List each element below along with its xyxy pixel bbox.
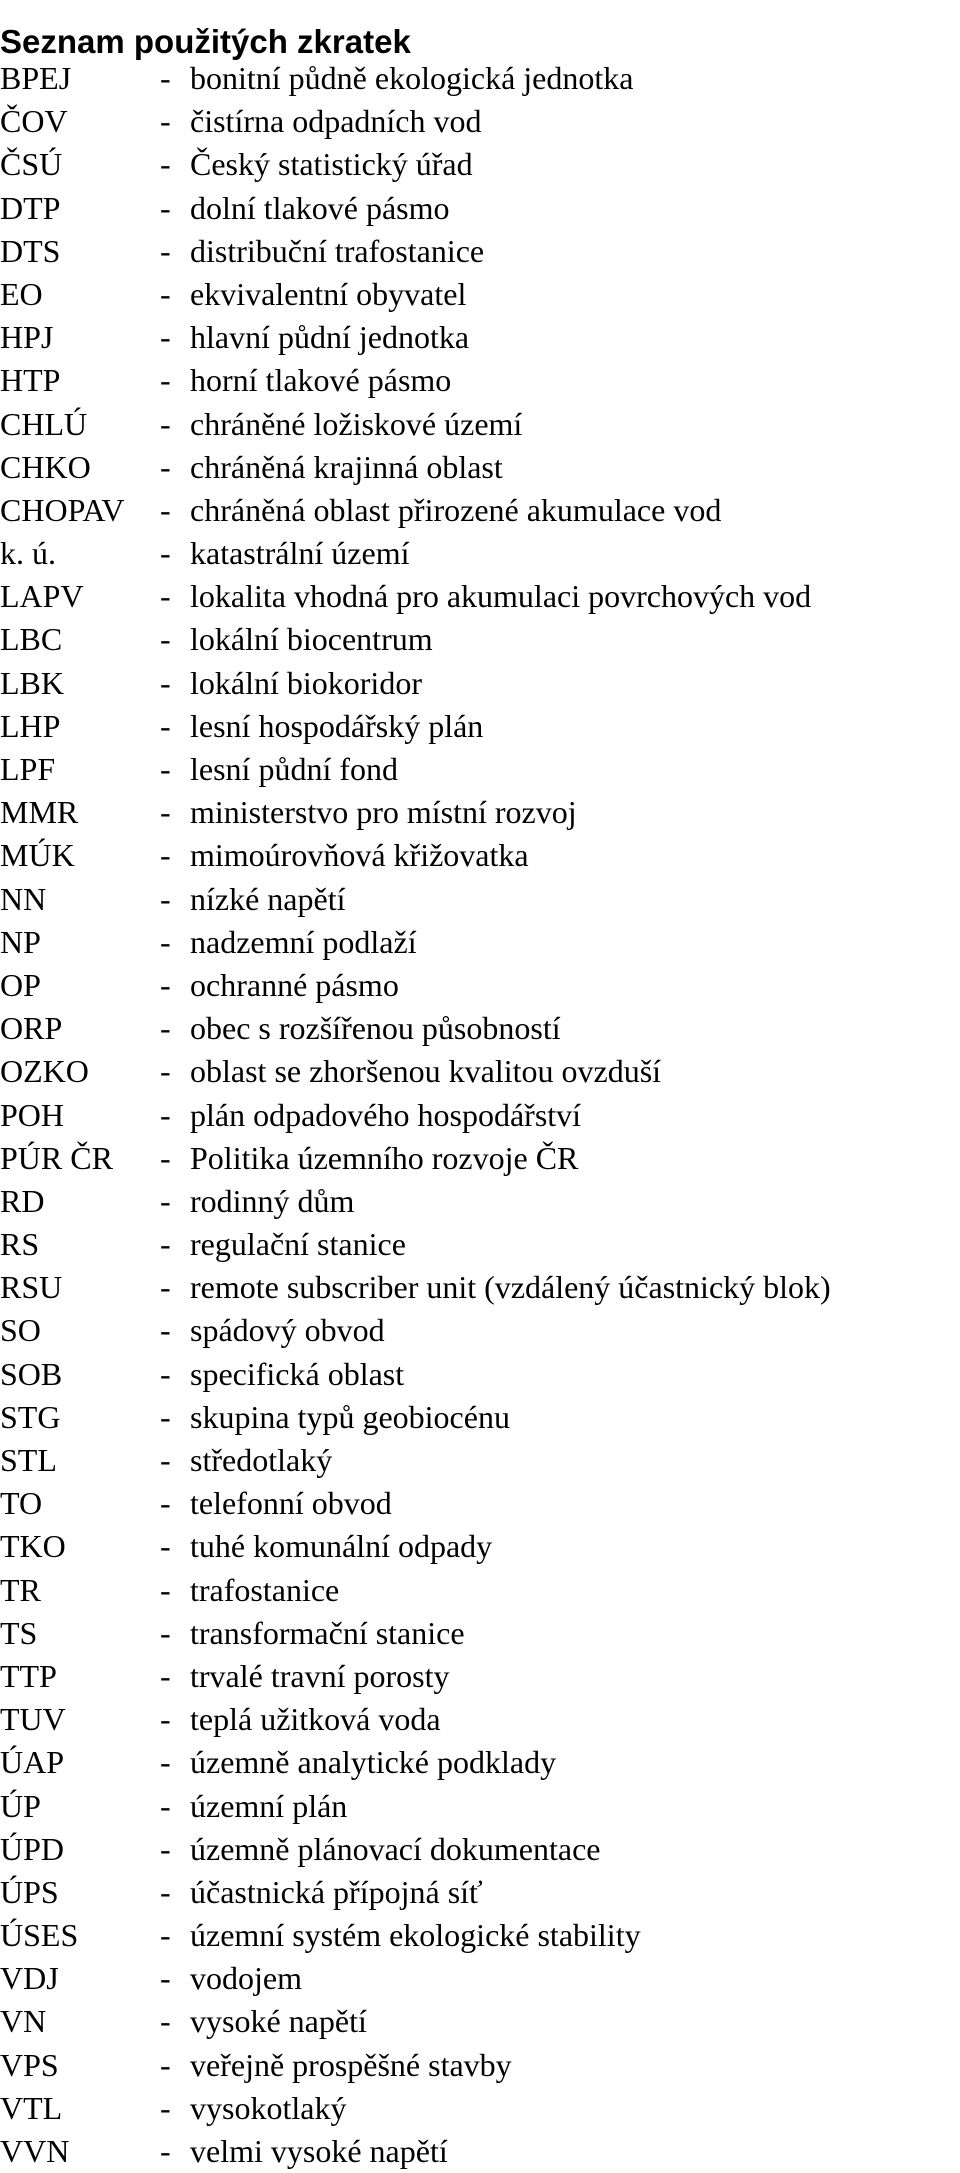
abbreviation-row [0,1439,960,1482]
abbreviation: k. ú. [0,535,56,572]
abbreviation-row [0,662,960,705]
abbreviation-row [0,705,960,748]
abbreviation: ÚPD [0,1830,65,1867]
abbreviation-row [0,316,960,359]
abbreviation-meaning: územní plán [190,1787,348,1824]
abbreviation: STG [0,1398,61,1435]
separator-dash: - [160,1010,171,1047]
abbreviation-row [0,2087,960,2130]
abbreviation-row [0,1482,960,1525]
abbreviation-row [0,489,960,532]
abbreviation: VTL [0,2089,63,2126]
abbreviation: TTP [0,1657,57,1694]
separator-dash: - [160,1182,171,1219]
abbreviation: VDJ [0,1960,59,1997]
abbreviation-meaning: telefonní obvod [190,1485,392,1522]
abbreviation-meaning: chráněná oblast přirozené akumulace vod [190,491,722,528]
abbreviation: VN [0,2003,47,2040]
abbreviation: TKO [0,1528,66,1565]
abbreviation-meaning: čistírna odpadních vod [190,103,482,140]
abbreviation: ÚP [0,1787,41,1824]
abbreviation: CHKO [0,448,91,485]
abbreviation-meaning: oblast se zhoršenou kvalitou ovzduší [190,1053,662,1090]
abbreviation-row [0,878,960,921]
page-title: Seznam použitých zkratek [0,23,411,61]
abbreviation-row [0,1180,960,1223]
abbreviation-meaning: specifická oblast [190,1355,405,1392]
separator-dash: - [160,837,171,874]
separator-dash: - [160,1917,171,1954]
abbreviation-row [0,1698,960,1741]
separator-dash: - [160,1226,171,1263]
separator-dash: - [160,2089,171,2126]
abbreviation-row [0,446,960,489]
abbreviation-row [0,618,960,661]
abbreviation: LBK [0,664,64,701]
abbreviation-meaning: nízké napětí [190,880,346,917]
abbreviation-meaning: spádový obvod [190,1312,385,1349]
separator-dash: - [160,1960,171,1997]
abbreviation-meaning: lokální biocentrum [190,621,433,658]
abbreviation-meaning: regulační stanice [190,1226,406,1263]
separator-dash: - [160,1528,171,1565]
abbreviation-meaning: bonitní půdně ekologická jednotka [190,60,634,96]
abbreviation-meaning: lesní půdní fond [190,751,398,787]
abbreviation-meaning: trvalé travní porosty [190,1657,450,1694]
abbreviation: NP [0,923,41,960]
abbreviation-meaning: lokální biokoridor [190,664,422,701]
abbreviation-row [0,2130,960,2173]
abbreviation-meaning: účastnická přípojná síť [190,1873,483,1910]
abbreviation-row [0,1569,960,1612]
abbreviation-meaning: nadzemní podlaží [190,923,417,960]
abbreviation: ORP [0,1010,63,1047]
abbreviation-meaning: remote subscriber unit (vzdálený účastnický blok) [190,1269,831,1306]
abbreviation: BPEJ [0,60,72,96]
separator-dash: - [160,794,171,831]
abbreviation-row [0,2044,960,2087]
abbreviation: NN [0,880,47,917]
abbreviation-meaning: Politika územního rozvoje ČR [190,1139,579,1176]
separator-dash: - [160,319,171,356]
abbreviation: TR [0,1571,41,1608]
separator-dash: - [160,232,171,269]
abbreviation-row [0,1785,960,1828]
abbreviation: MMR [0,794,79,831]
abbreviation: STL [0,1442,57,1478]
separator-dash: - [160,2046,171,2083]
separator-dash: - [160,966,171,1003]
abbreviation-meaning: trafostanice [190,1571,340,1608]
abbreviation-row [0,1871,960,1914]
abbreviation: CHLÚ [0,405,88,442]
separator-dash: - [160,1830,171,1867]
abbreviation-meaning: územně analytické podklady [190,1744,557,1781]
abbreviation-row [0,57,960,100]
abbreviation-meaning: ministerstvo pro místní rozvoj [190,794,577,831]
separator-dash: - [160,2133,171,2169]
abbreviation: DTP [0,189,61,226]
abbreviation-meaning: horní tlakové pásmo [190,362,452,399]
abbreviation-meaning: dolní tlakové pásmo [190,189,450,226]
abbreviation: ČSÚ [0,146,63,183]
abbreviation: HTP [0,362,61,399]
abbreviation-meaning: skupina typů geobiocénu [190,1398,510,1435]
abbreviation: CHOPAV [0,491,125,528]
abbreviation-meaning: středotlaký [190,1442,333,1478]
abbreviation-row [0,1655,960,1698]
abbreviation: LBC [0,621,63,658]
abbreviation: ÚPS [0,1873,59,1910]
abbreviation: POH [0,1096,65,1133]
abbreviation: VPS [0,2046,59,2083]
separator-dash: - [160,491,171,528]
abbreviation-meaning: chráněná krajinná oblast [190,448,503,485]
abbreviation-meaning: vodojem [190,1960,302,1997]
abbreviation-row [0,1094,960,1137]
abbreviation-row [0,1223,960,1266]
abbreviation-row [0,532,960,575]
separator-dash: - [160,1571,171,1608]
abbreviation-row [0,100,960,143]
abbreviation-meaning: obec s rozšířenou působností [190,1010,561,1047]
abbreviation: PÚR ČR [0,1139,113,1176]
abbreviation-row [0,921,960,964]
abbreviation-row [0,1914,960,1957]
abbreviation-row [0,1266,960,1309]
abbreviation-row [0,143,960,186]
abbreviation: SO [0,1312,41,1349]
abbreviation-meaning: rodinný dům [190,1182,355,1219]
abbreviation-meaning: ochranné pásmo [190,966,399,1003]
abbreviation: ČOV [0,103,68,140]
separator-dash: - [160,1873,171,1910]
abbreviation-row [0,1525,960,1568]
abbreviation-row [0,834,960,877]
separator-dash: - [160,60,171,96]
abbreviation: ÚAP [0,1744,65,1781]
separator-dash: - [160,1096,171,1133]
abbreviation-row [0,748,960,791]
separator-dash: - [160,880,171,917]
separator-dash: - [160,1442,171,1478]
separator-dash: - [160,1485,171,1522]
abbreviation: TO [0,1485,43,1522]
separator-dash: - [160,1657,171,1694]
separator-dash: - [160,1787,171,1824]
abbreviation-meaning: vysoké napětí [190,2003,367,2040]
abbreviation-row [0,187,960,230]
abbreviation: OP [0,966,41,1003]
separator-dash: - [160,1701,171,1738]
abbreviation: VVN [0,2133,70,2169]
abbreviation: SOB [0,1355,63,1392]
abbreviation: OZKO [0,1053,89,1090]
separator-dash: - [160,146,171,183]
abbreviation-meaning: Český statistický úřad [190,146,473,183]
abbreviation-row [0,1050,960,1093]
separator-dash: - [160,923,171,960]
abbreviation-row [0,1828,960,1871]
separator-dash: - [160,535,171,572]
separator-dash: - [160,1269,171,1306]
abbreviation-row [0,1612,960,1655]
abbreviation-meaning: lesní hospodářský plán [190,707,484,744]
abbreviation-row [0,1353,960,1396]
separator-dash: - [160,1053,171,1090]
separator-dash: - [160,621,171,658]
abbreviation-meaning: tuhé komunální odpady [190,1528,493,1565]
abbreviation-meaning: katastrální území [190,535,410,572]
abbreviation: MÚK [0,837,75,874]
separator-dash: - [160,664,171,701]
abbreviation-meaning: vysokotlaký [190,2089,347,2126]
abbreviation: RSU [0,1269,63,1306]
abbreviation-row [0,1007,960,1050]
abbreviation-row [0,230,960,273]
abbreviation-row [0,1396,960,1439]
abbreviation: RD [0,1182,45,1219]
abbreviation-row [0,1309,960,1352]
abbreviation-meaning: územní systém ekologické stability [190,1917,641,1954]
abbreviation-meaning: velmi vysoké napětí [190,2133,448,2169]
separator-dash: - [160,1355,171,1392]
abbreviation-meaning: teplá užitková voda [190,1701,441,1738]
abbreviation-row [0,1137,960,1180]
separator-dash: - [160,707,171,744]
abbreviation-list [0,57,960,2173]
abbreviation-row [0,1957,960,2000]
abbreviation-meaning: ekvivalentní obyvatel [190,275,467,312]
abbreviation: EO [0,275,43,312]
abbreviation: LHP [0,707,61,744]
separator-dash: - [160,1614,171,1651]
separator-dash: - [160,1139,171,1176]
separator-dash: - [160,103,171,140]
separator-dash: - [160,189,171,226]
abbreviation: TS [0,1614,38,1651]
abbreviation-row [0,359,960,402]
abbreviation: LAPV [0,578,84,615]
separator-dash: - [160,362,171,399]
abbreviation-meaning: chráněné ložiskové území [190,405,523,442]
separator-dash: - [160,2003,171,2040]
separator-dash: - [160,751,171,787]
abbreviation-row [0,403,960,446]
abbreviation-meaning: distribuční trafostanice [190,232,485,269]
separator-dash: - [160,405,171,442]
abbreviation-row [0,273,960,316]
abbreviation-row [0,791,960,834]
abbreviation: TUV [0,1701,66,1738]
abbreviation: RS [0,1226,40,1263]
separator-dash: - [160,1398,171,1435]
abbreviation: LPF [0,751,56,787]
separator-dash: - [160,1312,171,1349]
abbreviation-row [0,964,960,1007]
abbreviation-meaning: hlavní půdní jednotka [190,319,470,356]
abbreviation-meaning: veřejně prospěšné stavby [190,2046,512,2083]
separator-dash: - [160,448,171,485]
separator-dash: - [160,1744,171,1781]
abbreviation: ÚSES [0,1917,79,1954]
abbreviation-meaning: mimoúrovňová křižovatka [190,837,529,874]
abbreviation: DTS [0,232,61,269]
abbreviation-row [0,575,960,618]
abbreviation: HPJ [0,319,54,356]
abbreviation-meaning: územně plánovací dokumentace [190,1830,601,1867]
separator-dash: - [160,275,171,312]
abbreviation-meaning: lokalita vhodná pro akumulaci povrchových vod [190,578,812,615]
separator-dash: - [160,578,171,615]
abbreviation-meaning: transformační stanice [190,1614,465,1651]
abbreviation-row [0,2000,960,2043]
abbreviation-meaning: plán odpadového hospodářství [190,1096,582,1133]
abbreviation-row [0,1741,960,1784]
